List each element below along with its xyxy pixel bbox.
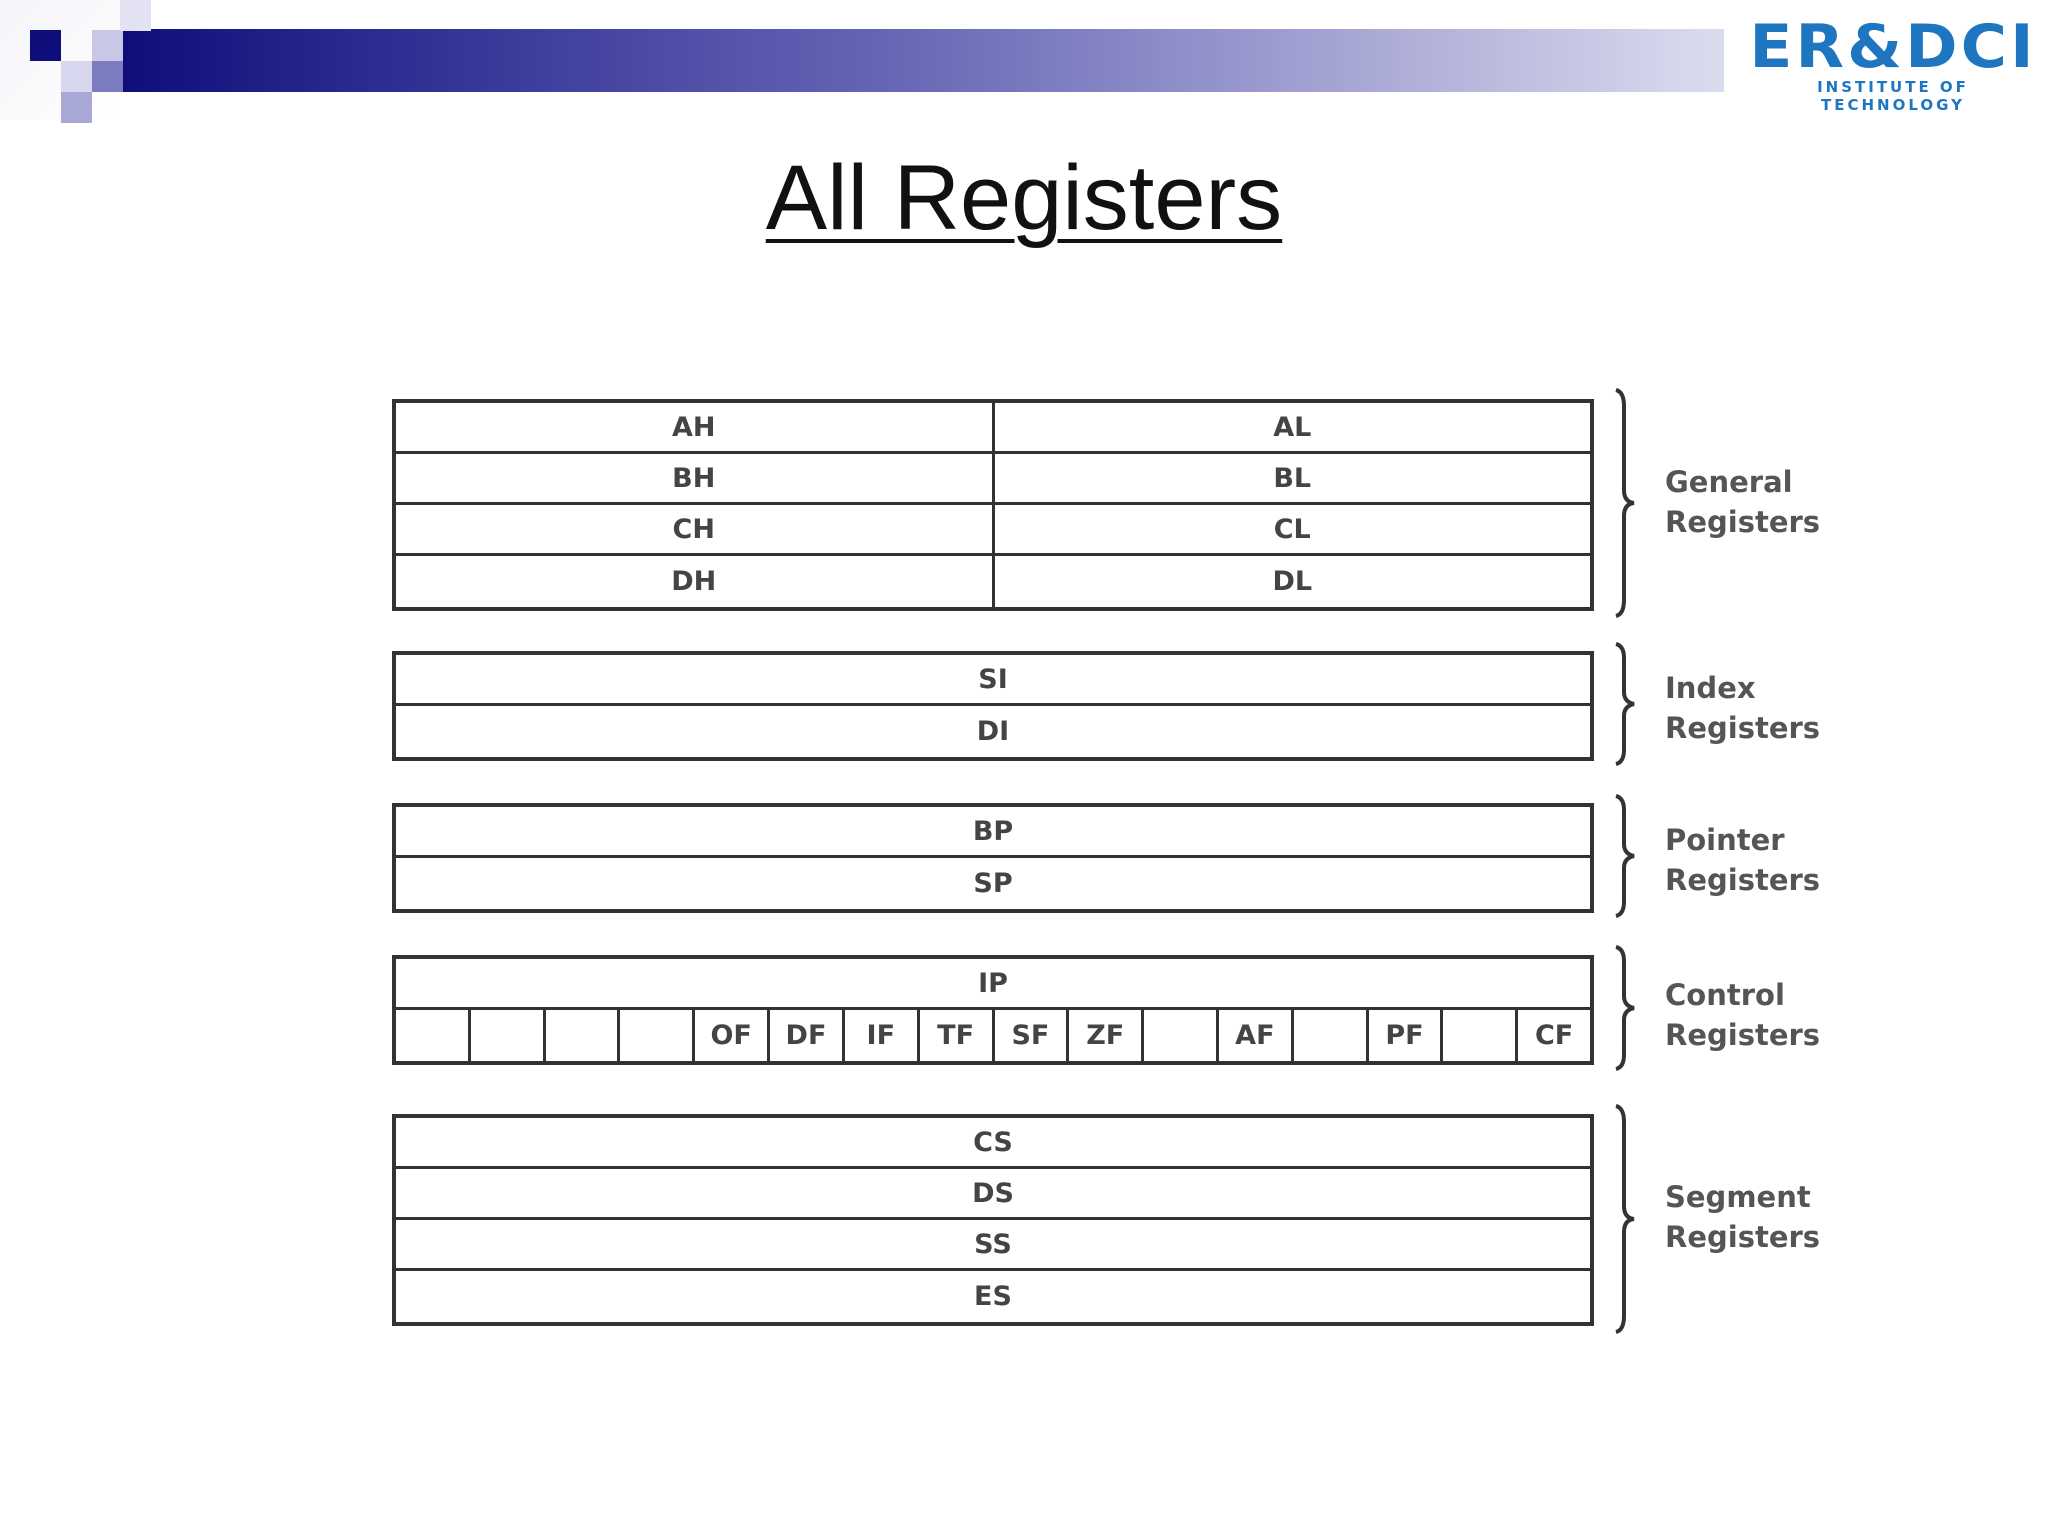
header-square-mid2 [120,0,151,31]
register-row [396,403,1590,454]
general-brace [1610,386,1644,620]
index-registers-block [392,651,1594,761]
logo [1748,12,2038,114]
register-row [396,706,1590,757]
flag-cell [620,1010,695,1061]
register-row [396,655,1590,706]
register-cell: CS [973,1126,1013,1158]
register-row [396,1118,1590,1169]
pointer-registers-block [392,803,1594,913]
register-cell: SI [978,663,1008,695]
register-cell: CL [1273,513,1311,545]
segment-registers-block [392,1114,1594,1326]
index-brace [1610,640,1644,768]
label-line: Registers [1665,711,1821,745]
register-row [396,1271,1590,1322]
control-registers-label [1665,975,1820,1055]
flag-cell: PF [1369,1010,1444,1061]
label-line: Registers [1665,1220,1821,1254]
logo-name: ER&DCI [1749,12,2037,82]
register-row [396,1169,1590,1220]
flags-row [396,1010,1590,1061]
label-line: Pointer [1665,823,1785,857]
label-line: Control [1665,978,1785,1012]
register-cell: DI [976,716,1010,747]
header-square-mid [92,30,123,61]
flag-cell [471,1010,546,1061]
index-registers-label [1665,668,1820,748]
pointer-brace [1610,792,1644,920]
register-cell: DS [972,1177,1014,1209]
flag-cell: IF [845,1010,920,1061]
flag-cell: OF [695,1010,770,1061]
header-gradient-bar [120,29,1724,92]
register-cell: BH [396,454,995,502]
segment-registers-label [1665,1177,1820,1257]
register-cell: BP [972,815,1014,847]
control-registers-block [392,955,1594,1065]
register-row [396,858,1590,909]
header-square-mid3 [61,61,92,92]
label-line: Segment [1665,1180,1811,1214]
slide-title: All Registers [765,147,1283,249]
flag-cell: DF [770,1010,845,1061]
flag-cell [1144,1010,1219,1061]
register-row [396,1220,1590,1271]
register-row [396,454,1590,505]
pointer-registers-label [1665,820,1820,900]
label-line: Registers [1665,863,1821,897]
label-line: Registers [1665,505,1821,539]
flag-cell [1443,1010,1518,1061]
register-cell: SP [973,868,1013,899]
register-row [396,505,1590,556]
register-row [396,807,1590,858]
segment-brace [1610,1102,1644,1336]
register-cell: SS [974,1228,1012,1260]
general-registers-block [392,399,1594,611]
flag-cell [1294,1010,1369,1061]
register-cell: BL [1273,462,1312,494]
general-registers-label [1665,462,1820,542]
register-cell: DH [396,556,995,607]
control-brace [1610,943,1644,1073]
register-cell: CH [396,505,995,553]
flag-cell: CF [1534,1020,1574,1051]
register-row [396,959,1590,1010]
flag-cell [396,1010,471,1061]
logo-tagline: INSTITUTE OF TECHNOLOGY [1817,78,1969,114]
flag-cell: AF [1219,1010,1294,1061]
label-line: Registers [1665,1018,1821,1052]
register-row [396,556,1590,607]
header-square-dark [30,30,61,61]
flag-cell: SF [995,1010,1070,1061]
flag-cell [546,1010,621,1061]
header-square-mid4 [61,92,92,123]
register-cell: DL [1272,566,1313,597]
register-cell: ES [974,1281,1012,1312]
flag-cell: TF [920,1010,995,1061]
label-line: General [1665,465,1793,499]
register-cell: IP [978,967,1008,999]
label-line: Index [1665,671,1756,705]
register-cell: AH [396,403,995,451]
register-cell: AL [1273,411,1312,443]
header-square-mid5 [92,61,123,92]
flag-cell: ZF [1069,1010,1144,1061]
